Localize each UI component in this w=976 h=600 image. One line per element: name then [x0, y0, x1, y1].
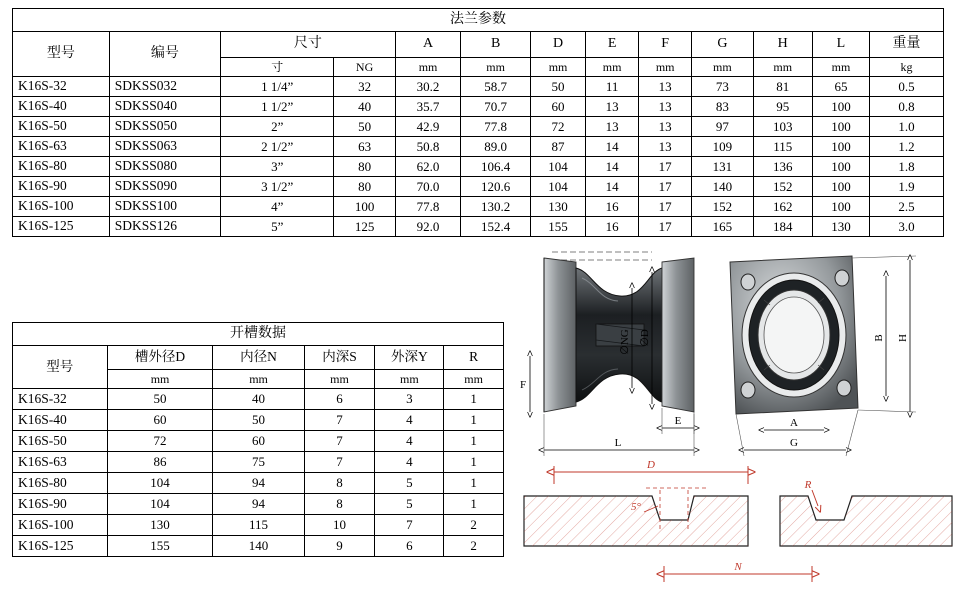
cell-g: 165	[692, 217, 753, 237]
cell-groove-r: 2	[444, 515, 504, 536]
cell-code: SDKSS063	[109, 137, 220, 157]
cell-groove-s: 7	[304, 410, 375, 431]
cell-f: 13	[639, 97, 692, 117]
cell-h: 184	[753, 217, 812, 237]
cell-groove-n: 75	[213, 452, 304, 473]
cell-model: K16S-80	[13, 157, 110, 177]
table-row	[13, 515, 504, 536]
cell-weight: 0.5	[870, 77, 944, 97]
cell-groove-s: 9	[304, 536, 375, 557]
cell-cun: 2 1/2”	[221, 137, 334, 157]
cell-ng: 32	[334, 77, 395, 97]
cell-g: 97	[692, 117, 753, 137]
cell-e: 14	[586, 177, 639, 197]
cell-b: 106.4	[461, 157, 531, 177]
cell-h: 81	[753, 77, 812, 97]
cell-b: 70.7	[461, 97, 531, 117]
cell-groove-n: 40	[213, 389, 304, 410]
flange-front-view	[730, 256, 916, 456]
cell-h: 103	[753, 117, 812, 137]
cell-h: 136	[753, 157, 812, 177]
cell-groove-y: 5	[375, 473, 444, 494]
cell-model: K16S-50	[13, 431, 108, 452]
cell-cun: 2”	[221, 117, 334, 137]
cell-groove-d: 50	[107, 389, 213, 410]
table-title-row	[13, 9, 944, 32]
label-e: E	[674, 415, 682, 427]
cell-groove-s: 7	[304, 431, 375, 452]
cell-weight: 1.2	[870, 137, 944, 157]
cell-e: 13	[586, 117, 639, 137]
unit-weight: kg	[870, 58, 944, 77]
label-g: G	[790, 437, 798, 449]
cell-h: 95	[753, 97, 812, 117]
cell-g: 152	[692, 197, 753, 217]
cell-cun: 5”	[221, 217, 334, 237]
cell-b: 130.2	[461, 197, 531, 217]
cell-groove-y: 3	[375, 389, 444, 410]
table-row	[13, 157, 944, 177]
cell-groove-s: 8	[304, 473, 375, 494]
technical-drawings	[512, 238, 964, 590]
header-groove-outer-d: 槽外径D	[107, 346, 213, 370]
unit-groove-s: mm	[304, 370, 375, 389]
cell-a: 62.0	[395, 157, 461, 177]
cell-e: 13	[586, 97, 639, 117]
cell-groove-r: 1	[444, 410, 504, 431]
cell-f: 17	[639, 217, 692, 237]
cell-g: 131	[692, 157, 753, 177]
label-angle: 5°	[631, 501, 641, 513]
cell-l: 100	[812, 177, 869, 197]
cell-a: 35.7	[395, 97, 461, 117]
cell-ng: 80	[334, 157, 395, 177]
cell-h: 152	[753, 177, 812, 197]
cell-f: 17	[639, 197, 692, 217]
bellows-side-view	[520, 252, 694, 456]
cell-code: SDKSS040	[109, 97, 220, 117]
cell-a: 30.2	[395, 77, 461, 97]
cell-groove-r: 1	[444, 473, 504, 494]
cell-b: 58.7	[461, 77, 531, 97]
header-b: B	[461, 32, 531, 58]
cell-groove-y: 4	[375, 431, 444, 452]
cell-l: 100	[812, 117, 869, 137]
cell-a: 70.0	[395, 177, 461, 197]
label-groove-d: D	[647, 459, 655, 471]
cell-l: 65	[812, 77, 869, 97]
cell-g: 109	[692, 137, 753, 157]
table-row	[13, 536, 504, 557]
cell-groove-r: 1	[444, 389, 504, 410]
unit-f: mm	[639, 58, 692, 77]
table-header-row	[13, 346, 504, 370]
cell-l: 100	[812, 137, 869, 157]
cell-ng: 125	[334, 217, 395, 237]
header-h: H	[753, 32, 812, 58]
cell-f: 13	[639, 117, 692, 137]
cell-ng: 80	[334, 177, 395, 197]
label-h: H	[897, 334, 909, 342]
cell-g: 73	[692, 77, 753, 97]
header-d: D	[530, 32, 585, 58]
label-b: B	[873, 334, 885, 342]
table-row	[13, 97, 944, 117]
cell-cun: 3”	[221, 157, 334, 177]
unit-e: mm	[586, 58, 639, 77]
cell-cun: 1 1/4”	[221, 77, 334, 97]
cell-d: 104	[530, 157, 585, 177]
unit-groove-n: mm	[213, 370, 304, 389]
cell-groove-n: 50	[213, 410, 304, 431]
cell-model: K16S-32	[13, 77, 110, 97]
table-row	[13, 389, 504, 410]
cell-f: 17	[639, 177, 692, 197]
cell-groove-n: 60	[213, 431, 304, 452]
cell-code: SDKSS090	[109, 177, 220, 197]
cell-d: 72	[530, 117, 585, 137]
cell-f: 13	[639, 137, 692, 157]
cell-model: K16S-100	[13, 197, 110, 217]
table-row	[13, 494, 504, 515]
cell-groove-d: 86	[107, 452, 213, 473]
cell-groove-y: 4	[375, 452, 444, 473]
cell-cun: 4”	[221, 197, 334, 217]
cell-a: 77.8	[395, 197, 461, 217]
cell-groove-n: 94	[213, 494, 304, 515]
cell-ng: 40	[334, 97, 395, 117]
header-code: 编号	[109, 32, 220, 77]
header-model: 型号	[13, 346, 108, 389]
label-a: A	[790, 417, 798, 429]
cell-groove-n: 140	[213, 536, 304, 557]
cell-groove-y: 7	[375, 515, 444, 536]
table-title-row	[13, 323, 504, 346]
unit-groove-r: mm	[444, 370, 504, 389]
cell-model: K16S-90	[13, 494, 108, 515]
cell-e: 16	[586, 197, 639, 217]
cell-model: K16S-32	[13, 389, 108, 410]
table-row	[13, 452, 504, 473]
cell-groove-d: 130	[107, 515, 213, 536]
cell-d: 50	[530, 77, 585, 97]
cell-model: K16S-63	[13, 452, 108, 473]
label-f: F	[519, 379, 527, 391]
cell-f: 17	[639, 157, 692, 177]
groove-data-table	[12, 322, 504, 557]
header-e: E	[586, 32, 639, 58]
table-row	[13, 177, 944, 197]
cell-groove-y: 5	[375, 494, 444, 515]
cell-g: 83	[692, 97, 753, 117]
cell-model: K16S-80	[13, 473, 108, 494]
cell-groove-s: 8	[304, 494, 375, 515]
cell-l: 100	[812, 157, 869, 177]
unit-d: mm	[530, 58, 585, 77]
label-diameter-d: ∅D	[639, 329, 651, 347]
cell-b: 120.6	[461, 177, 531, 197]
cell-groove-d: 72	[107, 431, 213, 452]
header-ng: NG	[334, 58, 395, 77]
header-size-group: 尺寸	[221, 32, 396, 58]
table-row	[13, 197, 944, 217]
unit-g: mm	[692, 58, 753, 77]
header-model: 型号	[13, 32, 110, 77]
cell-model: K16S-63	[13, 137, 110, 157]
cell-code: SDKSS080	[109, 157, 220, 177]
cell-code: SDKSS100	[109, 197, 220, 217]
label-l: L	[614, 437, 622, 449]
cell-groove-n: 94	[213, 473, 304, 494]
cell-groove-d: 104	[107, 494, 213, 515]
cell-a: 42.9	[395, 117, 461, 137]
groove-detail-view	[524, 459, 952, 582]
cell-cun: 1 1/2”	[221, 97, 334, 117]
cell-b: 77.8	[461, 117, 531, 137]
unit-groove-y: mm	[375, 370, 444, 389]
table-row	[13, 77, 944, 97]
cell-weight: 2.5	[870, 197, 944, 217]
cell-h: 115	[753, 137, 812, 157]
table-row	[13, 473, 504, 494]
cell-weight: 0.8	[870, 97, 944, 117]
cell-ng: 100	[334, 197, 395, 217]
cell-weight: 1.0	[870, 117, 944, 137]
table-row	[13, 137, 944, 157]
unit-l: mm	[812, 58, 869, 77]
flange-table-title: 法兰参数	[13, 9, 944, 32]
unit-groove-d: mm	[107, 370, 213, 389]
cell-e: 11	[586, 77, 639, 97]
table-row	[13, 431, 504, 452]
header-cun: 寸	[221, 58, 334, 77]
cell-l: 130	[812, 217, 869, 237]
header-inner-depth-s: 内深S	[304, 346, 375, 370]
header-a: A	[395, 32, 461, 58]
label-diameter-ng: ∅NG	[619, 329, 631, 355]
cell-model: K16S-40	[13, 410, 108, 431]
cell-a: 92.0	[395, 217, 461, 237]
groove-table-title: 开槽数据	[13, 323, 504, 346]
unit-b: mm	[461, 58, 531, 77]
label-groove-n: N	[734, 561, 742, 573]
cell-groove-y: 4	[375, 410, 444, 431]
cell-groove-n: 115	[213, 515, 304, 536]
cell-groove-d: 104	[107, 473, 213, 494]
cell-groove-r: 1	[444, 431, 504, 452]
table-row	[13, 410, 504, 431]
cell-model: K16S-125	[13, 536, 108, 557]
cell-model: K16S-50	[13, 117, 110, 137]
cell-code: SDKSS032	[109, 77, 220, 97]
cell-groove-s: 10	[304, 515, 375, 536]
cell-code: SDKSS050	[109, 117, 220, 137]
cell-b: 89.0	[461, 137, 531, 157]
cell-groove-r: 1	[444, 452, 504, 473]
cell-d: 104	[530, 177, 585, 197]
cell-groove-d: 60	[107, 410, 213, 431]
cell-h: 162	[753, 197, 812, 217]
header-l: L	[812, 32, 869, 58]
cell-d: 60	[530, 97, 585, 117]
cell-code: SDKSS126	[109, 217, 220, 237]
cell-groove-s: 6	[304, 389, 375, 410]
cell-model: K16S-125	[13, 217, 110, 237]
table-header-row	[13, 32, 944, 58]
table-row	[13, 117, 944, 137]
cell-groove-r: 2	[444, 536, 504, 557]
cell-cun: 3 1/2”	[221, 177, 334, 197]
cell-model: K16S-40	[13, 97, 110, 117]
cell-weight: 3.0	[870, 217, 944, 237]
cell-weight: 1.9	[870, 177, 944, 197]
cell-a: 50.8	[395, 137, 461, 157]
cell-e: 14	[586, 157, 639, 177]
cell-ng: 50	[334, 117, 395, 137]
cell-model: K16S-100	[13, 515, 108, 536]
cell-f: 13	[639, 77, 692, 97]
cell-ng: 63	[334, 137, 395, 157]
cell-l: 100	[812, 97, 869, 117]
unit-a: mm	[395, 58, 461, 77]
cell-e: 16	[586, 217, 639, 237]
cell-groove-s: 7	[304, 452, 375, 473]
cell-groove-y: 6	[375, 536, 444, 557]
header-g: G	[692, 32, 753, 58]
cell-d: 130	[530, 197, 585, 217]
cell-model: K16S-90	[13, 177, 110, 197]
cell-weight: 1.8	[870, 157, 944, 177]
table-row	[13, 217, 944, 237]
header-inner-n: 内径N	[213, 346, 304, 370]
cell-d: 87	[530, 137, 585, 157]
cell-l: 100	[812, 197, 869, 217]
cell-groove-r: 1	[444, 494, 504, 515]
label-groove-r: R	[804, 479, 812, 491]
header-r: R	[444, 346, 504, 370]
unit-h: mm	[753, 58, 812, 77]
cell-g: 140	[692, 177, 753, 197]
header-f: F	[639, 32, 692, 58]
cell-b: 152.4	[461, 217, 531, 237]
header-outer-depth-y: 外深Y	[375, 346, 444, 370]
header-weight: 重量	[870, 32, 944, 58]
cell-groove-d: 155	[107, 536, 213, 557]
cell-e: 14	[586, 137, 639, 157]
flange-parameter-table	[12, 8, 944, 237]
cell-d: 155	[530, 217, 585, 237]
